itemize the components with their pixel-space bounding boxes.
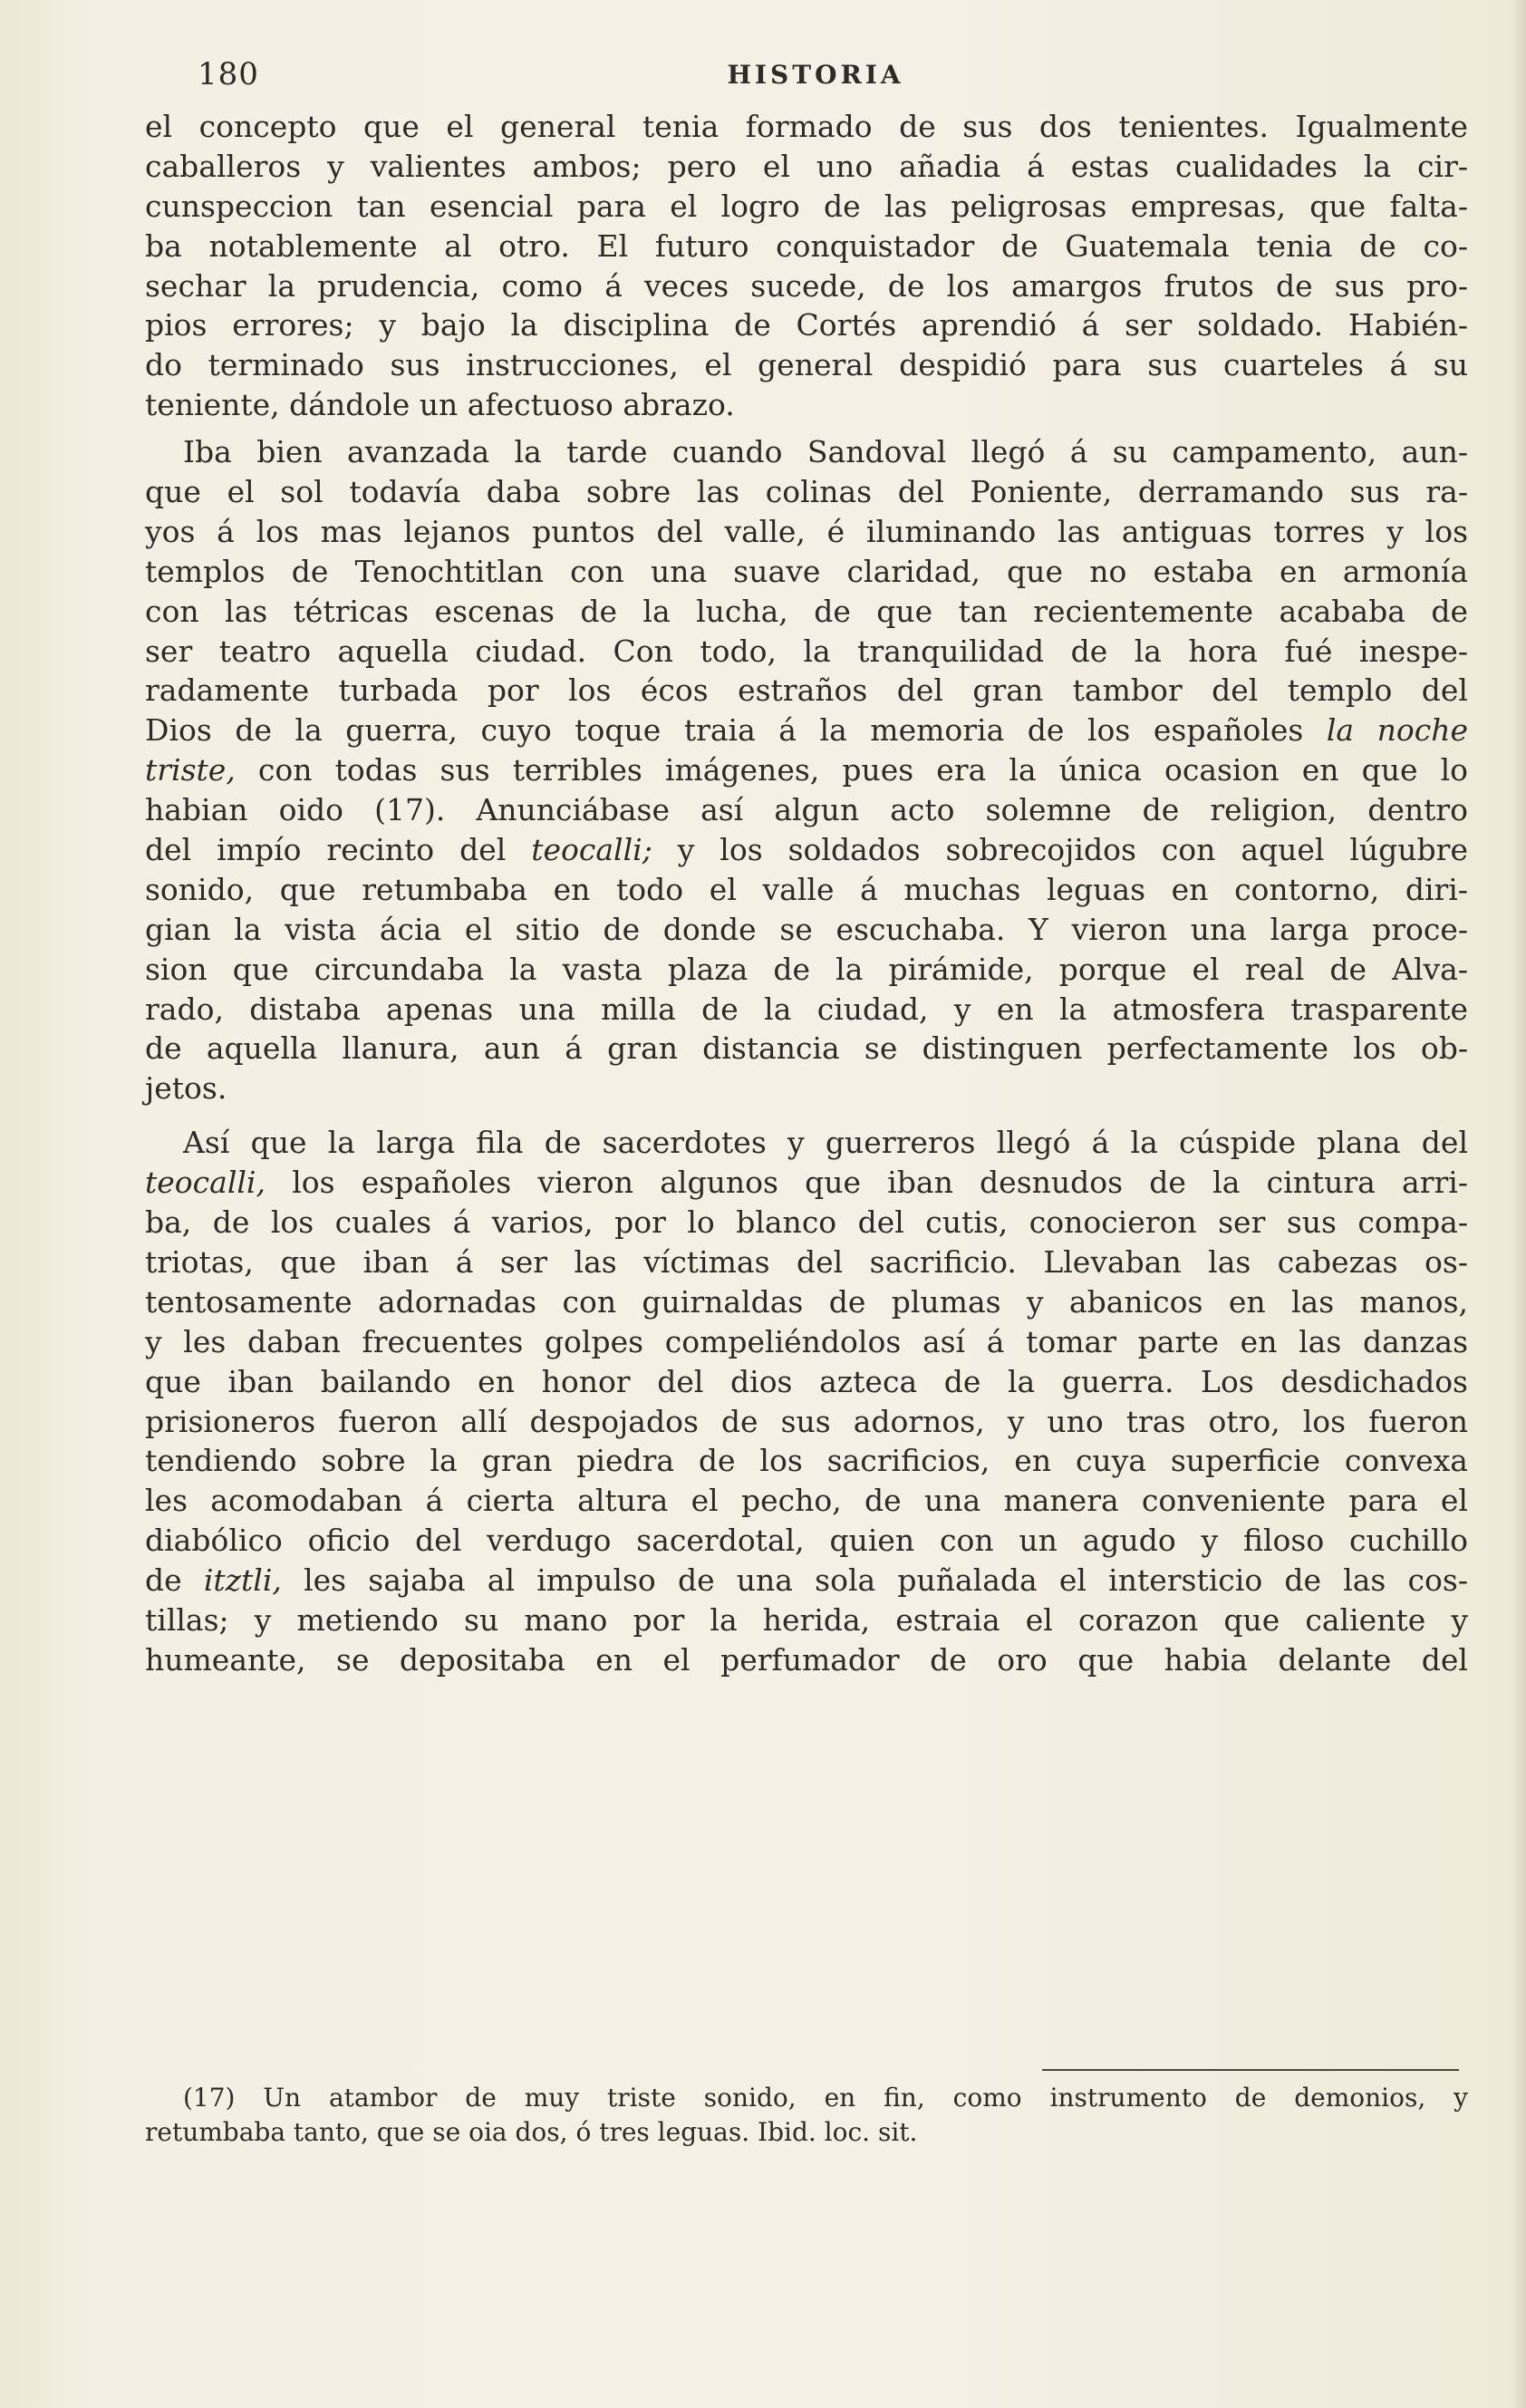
line-text: los españoles vieron algunos que iban desnudos de la cintura arri- bbox=[292, 1165, 1468, 1201]
text-line: rado, distaba apenas una milla de la ciudad, y en la atmosfera trasparente bbox=[145, 991, 1468, 1027]
text-line: Iba bien avanzada la tarde cuando Sandoval llegó á su campamento, aun- bbox=[183, 434, 1468, 470]
line-text: y los soldados sobrecojidos con aquel lúgubre bbox=[677, 832, 1468, 868]
text-line: el concepto que el general tenia formado de sus dos tenientes. Igualmente bbox=[145, 109, 1468, 144]
page-number: 180 bbox=[198, 56, 259, 92]
italic-phrase: la noche bbox=[1326, 712, 1468, 749]
text-line: y les daban frecuentes golpes compeliéndolos así á tomar parte en las danzas bbox=[145, 1323, 1468, 1359]
footnote-line: (17) Un atambor de muy triste sonido, en fin, como instrumento de demonios, y bbox=[183, 2083, 1468, 2113]
text-line: prisioneros fueron allí despojados de sus adornos, y uno tras otro, los fueron bbox=[145, 1403, 1468, 1439]
footnote-line: retumbaba tanto, que se oia dos, ó tres leguas. Ibid. loc. sit. bbox=[145, 2117, 918, 2147]
text-line: tentosamente adornadas con guirnaldas de plumas y abanicos en las manos, bbox=[145, 1283, 1468, 1320]
text-line: triotas, que iban á ser las víctimas del sacrificio. Llevaban las cabezas os- bbox=[145, 1243, 1468, 1280]
text-line: Así que la larga fila de sacerdotes y guerreros llegó á la cúspide plana del bbox=[183, 1125, 1468, 1161]
text-line: ba notablemente al otro. El futuro conquistador de Guatemala tenia de co- bbox=[145, 227, 1468, 264]
text-line: de aquella llanura, aun á gran distancia se distinguen perfectamente los ob- bbox=[145, 1030, 1468, 1067]
text-line: ba, de los cuales á varios, por lo blanco del cutis, conocieron ser sus compa- bbox=[145, 1204, 1468, 1241]
text-line: sion que circundaba la vasta plaza de la pirámide, porque el real de Alva- bbox=[145, 951, 1468, 987]
text-line: que iban bailando en honor del dios azteca de la guerra. Los desdichados bbox=[145, 1363, 1468, 1399]
line-text: del impío recinto del bbox=[145, 832, 507, 868]
italic-phrase: teocalli; bbox=[531, 832, 652, 868]
text-line: cunspeccion tan esencial para el logro de las peligrosas empresas, que falta- bbox=[145, 188, 1468, 224]
text-line: jetos. bbox=[145, 1070, 227, 1107]
text-line: teniente, dándole un afectuoso abrazo. bbox=[145, 387, 735, 423]
line-text: les sajaba al impulso de una sola puñalada el intersticio de las cos- bbox=[304, 1562, 1468, 1599]
footnote bbox=[145, 2081, 1468, 2150]
text-line bbox=[145, 750, 1468, 790]
italic-phrase: teocalli, bbox=[145, 1165, 266, 1201]
text-line: les acomodaban á cierta altura el pecho, de una manera conveniente para el bbox=[145, 1483, 1468, 1519]
text-line: habian oido (17). Anunciábase así algun acto solemne de religion, dentro bbox=[145, 792, 1468, 828]
running-title: HISTORIA bbox=[727, 60, 904, 90]
text-line: gian la vista ácia el sitio de donde se escuchaba. Y vieron una larga proce- bbox=[145, 911, 1468, 947]
text-line: sechar la prudencia, como á veces sucede, de los amargos frutos de sus pro- bbox=[145, 267, 1468, 304]
text-line: con las tétricas escenas de la lucha, de que tan recientemente acababa de bbox=[145, 593, 1468, 629]
text-line: caballeros y valientes ambos; pero el uno añadia á estas cualidades la cir- bbox=[145, 148, 1468, 184]
text-line: templos de Tenochtitlan con una suave claridad, que no estaba en armonía bbox=[145, 553, 1468, 589]
text-line bbox=[145, 1561, 1468, 1600]
italic-phrase: itztli, bbox=[203, 1562, 282, 1599]
text-line: humeante, se depositaba en el perfumador de oro que habia delante del bbox=[145, 1641, 1468, 1678]
line-text: con todas sus terribles imágenes, pues era la única ocasion en que lo bbox=[257, 752, 1468, 788]
text-line: ser teatro aquella ciudad. Con todo, la tranquilidad de la hora fué inespe- bbox=[145, 633, 1468, 669]
italic-phrase: triste, bbox=[145, 752, 236, 788]
text-line bbox=[145, 711, 1468, 750]
text-line: sonido, que retumbaba en todo el valle á muchas leguas en contorno, diri- bbox=[145, 871, 1468, 907]
text-line: radamente turbada por los écos estraños del gran tambor del templo del bbox=[145, 672, 1468, 709]
page-header bbox=[172, 56, 1459, 102]
footnote-rule bbox=[1042, 2069, 1459, 2071]
page-edge-shadow bbox=[1512, 0, 1526, 2408]
line-text: de bbox=[145, 1562, 182, 1599]
text-line bbox=[145, 1163, 1468, 1203]
text-line: que el sol todavía daba sobre las colinas del Poniente, derramando sus ra- bbox=[145, 474, 1468, 510]
text-line bbox=[145, 830, 1468, 870]
text-line: yos á los mas lejanos puntos del valle, é iluminando las antiguas torres y los bbox=[145, 513, 1468, 549]
body-text bbox=[145, 107, 1468, 1680]
text-line: tillas; y metiendo su mano por la herida, estraia el corazon que caliente y bbox=[145, 1601, 1468, 1638]
text-line: tendiendo sobre la gran piedra de los sacrificios, en cuya superficie convexa bbox=[145, 1443, 1468, 1479]
text-line: do terminado sus instrucciones, el general despidió para sus cuarteles á su bbox=[145, 347, 1468, 383]
text-line: pios errores; y bajo la disciplina de Cortés aprendió á ser soldado. Habién- bbox=[145, 307, 1468, 343]
line-text: Dios de la guerra, cuyo toque traia á la memoria de los españoles bbox=[145, 712, 1304, 749]
text-line: diabólico oficio del verdugo sacerdotal, quien con un agudo y filoso cuchillo bbox=[145, 1523, 1468, 1559]
